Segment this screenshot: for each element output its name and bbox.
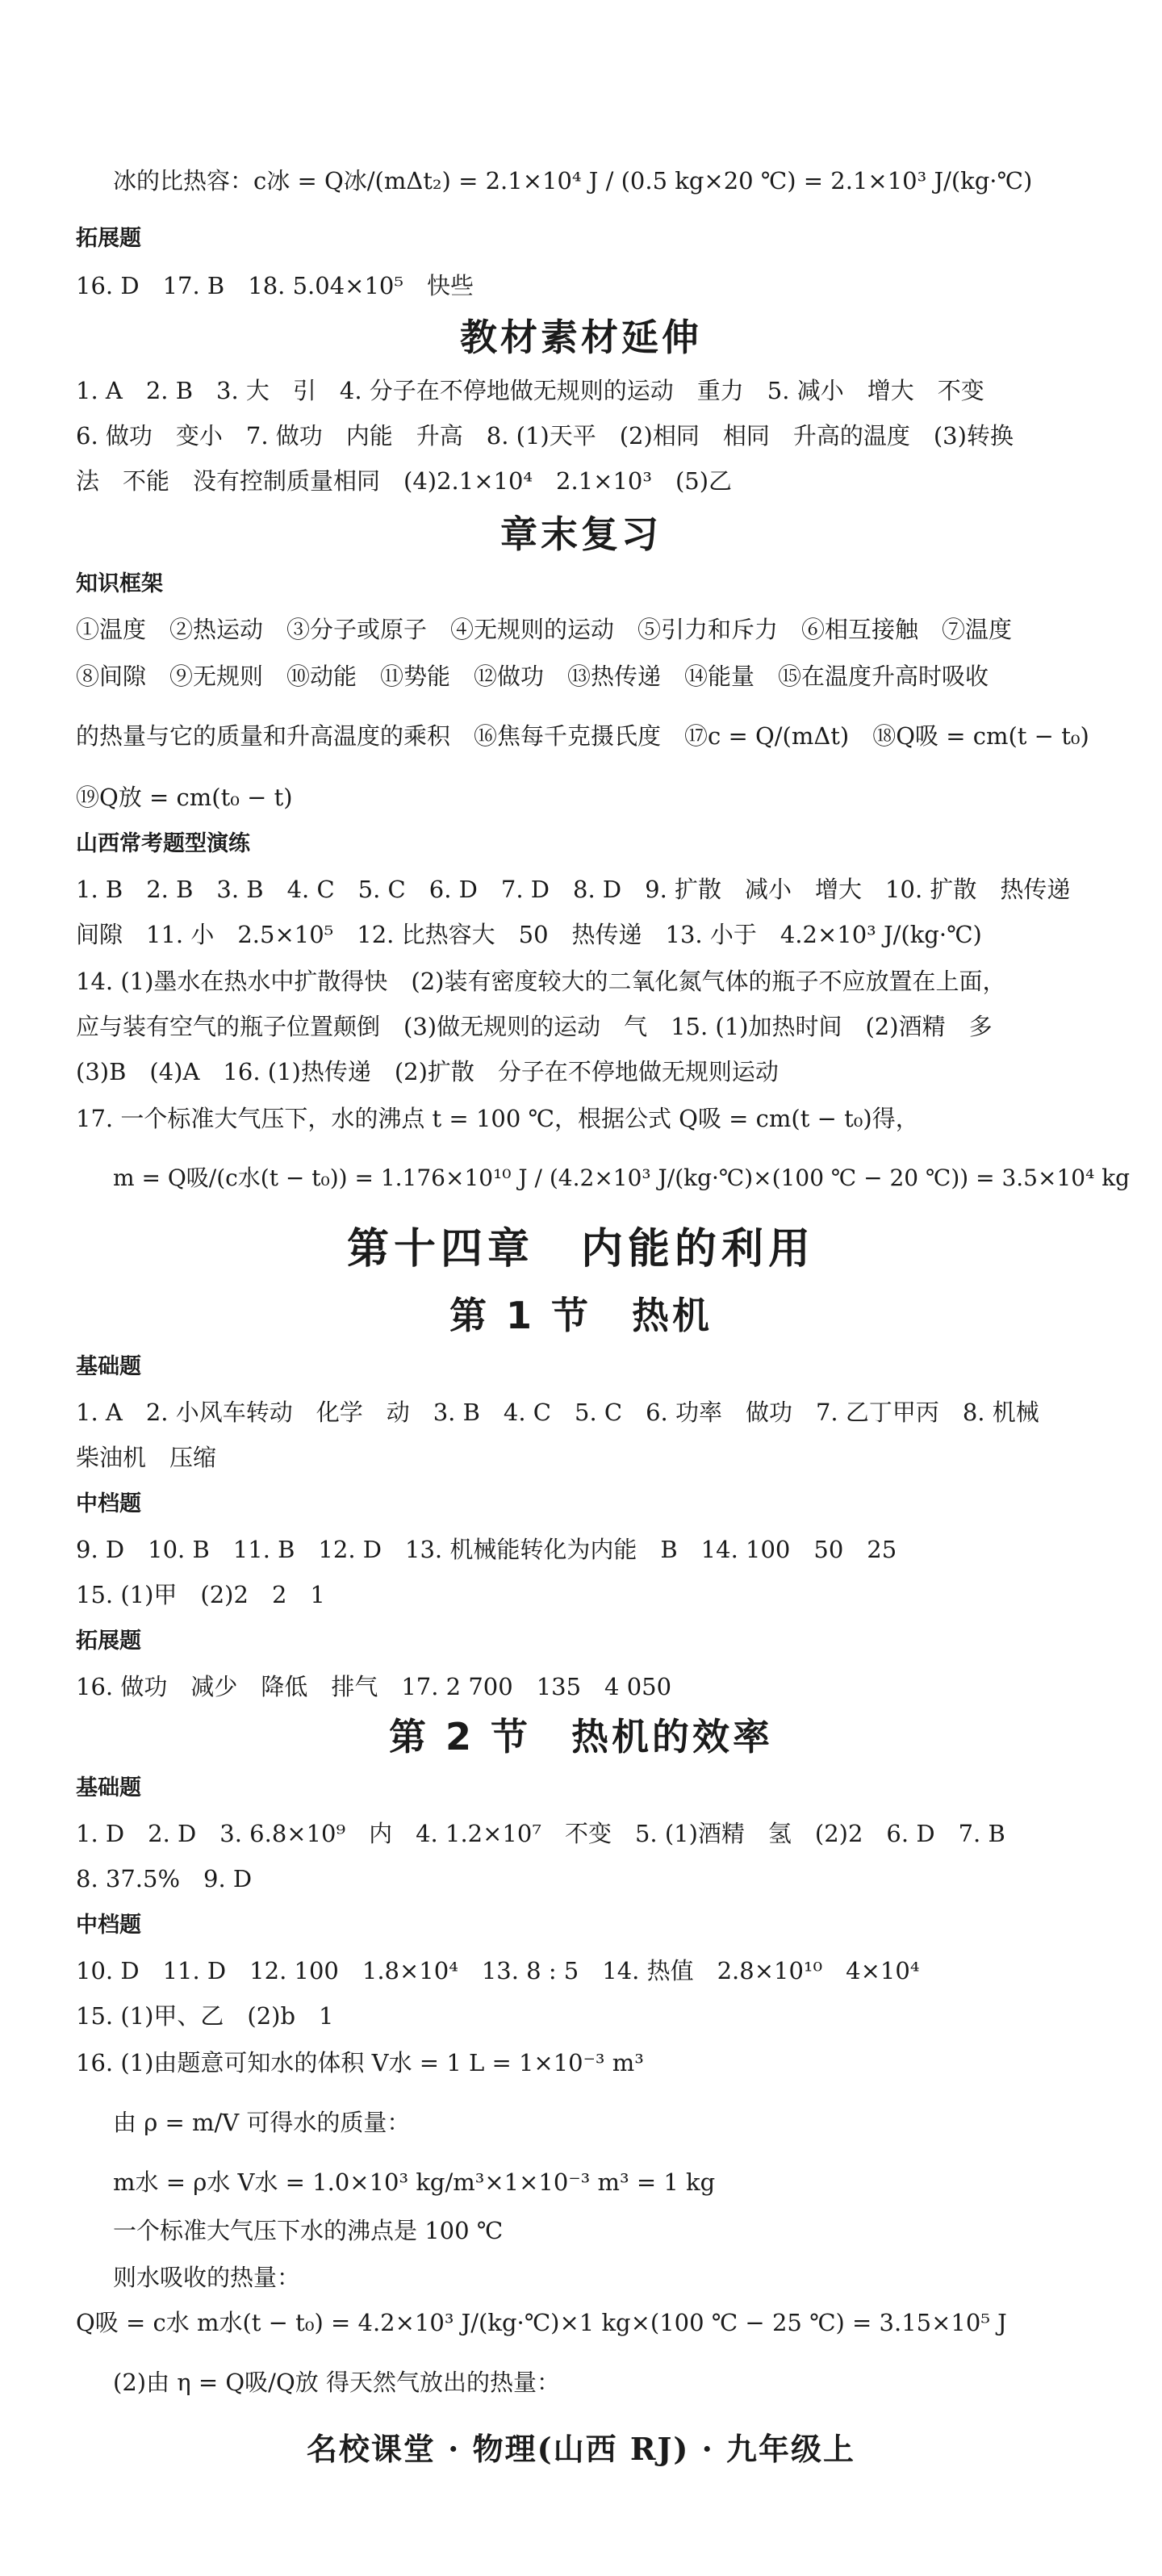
page-footer: 名校课堂 · 物理(山西 RJ) · 九年级上: [306, 2431, 856, 2467]
answer-line: 的热量与它的质量和升高温度的乘积 ⑯焦每千克摄氏度 ⑰c = Q/(mΔt) ⑱Q吸 = cm(t − t₀): [76, 722, 1089, 750]
answer-line: 柴油机 压缩: [76, 1444, 217, 1471]
answer-line: 16. 做功 减少 降低 排气 17. 2 700 135 4 050: [76, 1673, 672, 1700]
section-label: 中档题: [76, 1913, 141, 1938]
answer-line: 6. 做功 变小 7. 做功 内能 升高 8. (1)天平 (2)相同 相同 升高的温度 (3)转换: [76, 422, 1014, 450]
section-label: 拓展题: [76, 226, 141, 251]
answer-line: 9. D 10. B 11. B 12. D 13. 机械能转化为内能 B 14. 100 50 25: [76, 1536, 897, 1563]
answer-line: (3)B (4)A 16. (1)热传递 (2)扩散 分子在不停地做无规则运动: [76, 1058, 779, 1085]
section-label: 知识框架: [76, 571, 163, 596]
answer-line: ⑲Q放 = cm(t₀ − t): [76, 784, 293, 811]
section-heading: 第 2 节 热机的效率: [388, 1715, 774, 1758]
answer-line: ①温度 ②热运动 ③分子或原子 ④无规则的运动 ⑤引力和斥力 ⑥相互接触 ⑦温度: [76, 616, 1013, 643]
answer-line: m = Q吸/(c水(t − t₀)) = 1.176×10¹⁰ J / (4.2×10³ J/(kg·℃)×(100 ℃ − 20 ℃)) = 3.5×10⁴ kg: [113, 1165, 1131, 1191]
answer-line: 由 ρ = m/V 可得水的质量：: [113, 2109, 411, 2136]
answer-line: 1. D 2. D 3. 6.8×10⁹ 内 4. 1.2×10⁷ 不变 5. (1)酒精 氢 (2)2 6. D 7. B: [76, 1820, 1005, 1847]
section-label: 中档题: [76, 1491, 141, 1516]
section-heading: 第 1 节 热机: [449, 1294, 713, 1337]
section-label: 拓展题: [76, 1629, 141, 1654]
answer-line: 16. D 17. B 18. 5.04×10⁵ 快些: [76, 272, 474, 299]
answer-line: 则水吸收的热量：: [113, 2264, 301, 2291]
answer-line: 8. 37.5% 9. D: [76, 1865, 253, 1892]
answer-line: (2)由 η = Q吸/Q放 得天然气放出的热量：: [113, 2369, 560, 2396]
answer-line: 1. B 2. B 3. B 4. C 5. C 6. D 7. D 8. D 9. 扩散 减小 增大 10. 扩散 热传递: [76, 876, 1071, 903]
section-label: 基础题: [76, 1354, 141, 1379]
answer-line: 间隙 11. 小 2.5×10⁵ 12. 比热容大 50 热传递 13. 小于 4.2×10³ J/(kg·℃): [76, 921, 982, 948]
answer-line: 16. (1)由题意可知水的体积 V水 = 1 L = 1×10⁻³ m³: [76, 2049, 644, 2076]
answer-line: 冰的比热容：c冰 = Q冰/(mΔt₂) = 2.1×10⁴ J / (0.5 kg×20 ℃) = 2.1×10³ J/(kg·℃): [113, 167, 1033, 194]
answer-line: 1. A 2. 小风车转动 化学 动 3. B 4. C 5. C 6. 功率 做功 7. 乙丁甲丙 8. 机械: [76, 1399, 1039, 1426]
section-heading: 章末复习: [500, 512, 662, 556]
answer-line: m水 = ρ水 V水 = 1.0×10³ kg/m³×1×10⁻³ m³ = 1 kg: [113, 2168, 716, 2196]
answer-line: 15. (1)甲、乙 (2)b 1: [76, 2002, 334, 2030]
answer-line: 10. D 11. D 12. 100 1.8×10⁴ 13. 8 : 5 14. 热值 2.8×10¹⁰ 4×10⁴: [76, 1957, 920, 1984]
answer-line: 14. (1)墨水在热水中扩散得快 (2)装有密度较大的二氧化氮气体的瓶子不应放置在上面，: [76, 968, 1006, 995]
chapter-heading: 第十四章 内能的利用: [346, 1225, 815, 1273]
answer-line: 应与装有空气的瓶子位置颠倒 (3)做无规则的运动 气 15. (1)加热时间 (2)酒精 多: [76, 1013, 993, 1040]
answer-line: 法 不能 没有控制质量相同 (4)2.1×10⁴ 2.1×10³ (5)乙: [76, 467, 733, 495]
answer-line: 15. (1)甲 (2)2 2 1: [76, 1581, 325, 1608]
answer-line: 1. A 2. B 3. 大 引 4. 分子在不停地做无规则的运动 重力 5. 减小 增大 不变: [76, 377, 984, 404]
answer-line: 17. 一个标准大气压下，水的沸点 t = 100 ℃，根据公式 Q吸 = cm(t − t₀)得，: [76, 1105, 919, 1132]
answer-line: 一个标准大气压下水的沸点是 100 ℃: [113, 2217, 504, 2244]
section-label: 基础题: [76, 1775, 141, 1800]
section-heading: 教材素材延伸: [460, 316, 702, 359]
section-label: 山西常考题型演练: [76, 831, 250, 856]
answer-line: ⑧间隙 ⑨无规则 ⑩动能 ⑪势能 ⑫做功 ⑬热传递 ⑭能量 ⑮在温度升高时吸收: [76, 663, 989, 690]
answer-line: Q吸 = c水 m水(t − t₀) = 4.2×10³ J/(kg·℃)×1 kg×(100 ℃ − 25 ℃) = 3.15×10⁵ J: [76, 2309, 1007, 2336]
